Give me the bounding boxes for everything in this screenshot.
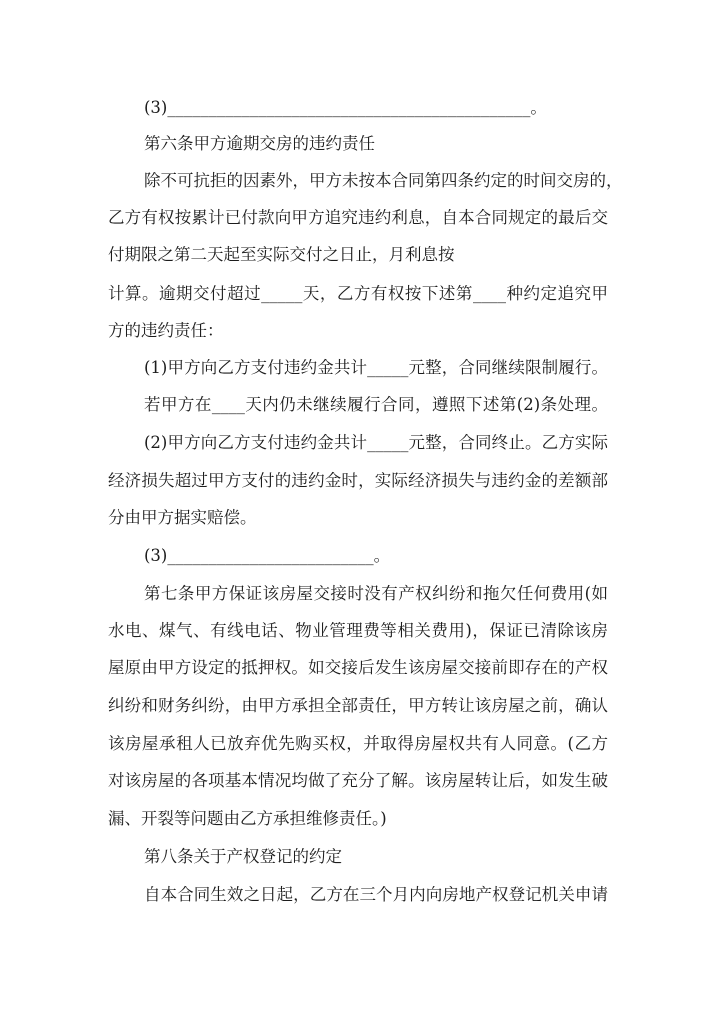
text-line-9: 若甲方在____天内仍未继续履行合同，遵照下述第(2)条处理。: [144, 395, 608, 414]
text-line-4: 乙方有权按累计已付款向甲方追究违约利息，自本合同规定的最后交: [108, 208, 608, 227]
text-line-6: 计算。逾期交付超过_____天，乙方有权按下述第____种约定追究甲: [108, 284, 608, 303]
text-line-19: 对该房屋的各项基本情况均做了充分了解。该房屋转让后，如发生破: [108, 771, 608, 790]
text-line-10: (2)甲方向乙方支付违约金共计_____元整，合同终止。乙方实际: [144, 433, 608, 452]
text-line-1: (3)____________________________________________。: [144, 98, 547, 117]
text-line-8: (1)甲方向乙方支付违约金共计_____元整，合同继续限制履行。: [144, 358, 608, 377]
section-heading-8: 第八条关于产权登记的约定: [144, 847, 342, 866]
text-line-3: 除不可抗拒的因素外，甲方未按本合同第四条约定的时间交房的，: [144, 171, 623, 190]
text-line-5: 付期限之第二天起至实际交付之日止，月利息按: [108, 245, 455, 264]
text-line-22: 自本合同生效之日起，乙方在三个月内向房地产权登记机关申请: [144, 885, 608, 904]
section-heading-6: 第六条甲方逾期交房的违约责任: [144, 134, 375, 153]
text-line-17: 纠纷和财务纠纷，由甲方承担全部责任，甲方转让该房屋之前，确认: [108, 696, 608, 715]
text-line-20: 漏、开裂等问题由乙方承担维修责任。): [108, 809, 387, 828]
section-heading-7: 第七条甲方保证该房屋交接时没有产权纠纷和拖欠任何费用(如: [144, 584, 608, 603]
text-line-11: 经济损失超过甲方支付的违约金时，实际经济损失与违约金的差额部: [108, 471, 608, 490]
text-line-13: (3)_________________________。: [144, 546, 391, 565]
text-line-12: 分由甲方据实赔偿。: [108, 508, 257, 527]
text-line-7: 方的违约责任：: [108, 321, 224, 340]
text-line-18: 该房屋承租人已放弃优先购买权，并取得房屋权共有人同意。(乙方: [108, 734, 608, 753]
text-line-15: 水电、煤气、有线电话、物业管理费等相关费用)，保证已清除该房: [108, 621, 608, 640]
text-line-16: 屋原由甲方设定的抵押权。如交接后发生该房屋交接前即存在的产权: [108, 658, 608, 677]
